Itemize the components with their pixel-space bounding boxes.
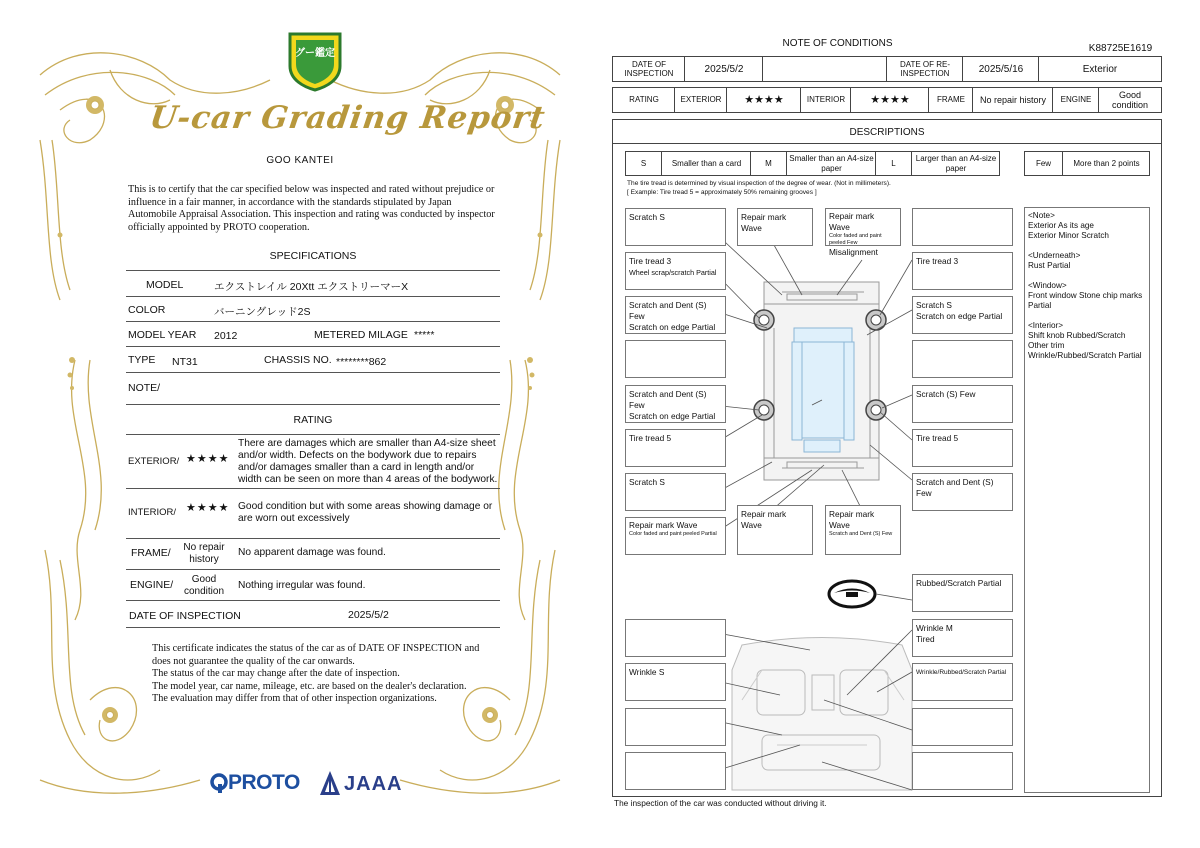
note-box bbox=[912, 752, 1013, 790]
note-box bbox=[737, 208, 813, 246]
chassis-label: CHASSIS NO. bbox=[264, 354, 332, 366]
model-year-label: MODEL YEAR bbox=[128, 329, 197, 341]
note-box bbox=[625, 619, 726, 657]
jaaa-logo: JAAA bbox=[344, 773, 403, 795]
note-text: Scratch (S) Few bbox=[916, 389, 976, 399]
note-text: Tire tread 5 bbox=[916, 433, 959, 443]
engine-description: Nothing irregular was found. bbox=[238, 580, 366, 591]
note-box bbox=[625, 252, 726, 290]
note-box bbox=[912, 473, 1013, 511]
note-box bbox=[625, 752, 726, 790]
note-text: Scratch on edge Partial bbox=[629, 411, 716, 421]
note-text: Tire tread 3 bbox=[629, 256, 672, 266]
divider bbox=[612, 143, 1162, 144]
frame-label: FRAME bbox=[937, 95, 965, 105]
engine-label: ENGINE/ bbox=[130, 579, 174, 591]
note-text: Repair mark Wave bbox=[829, 509, 875, 530]
interior-description: Good condition but with some areas showing damage or are worn out excessively bbox=[238, 501, 493, 524]
model-value: エクストレイル 20Xtt エクストリーマーX bbox=[214, 281, 409, 293]
legend-l-text: Larger than an A4-size paper bbox=[915, 154, 997, 173]
note-box bbox=[912, 208, 1013, 246]
note-text: Scratch S bbox=[629, 477, 665, 487]
note-box bbox=[737, 505, 813, 555]
reinspection-date: 2025/5/16 bbox=[978, 63, 1024, 75]
badge-text: グー鑑定 bbox=[295, 48, 335, 59]
note-text: Repair mark Wave bbox=[629, 520, 698, 530]
note-box bbox=[912, 429, 1013, 467]
note-text: Scratch on edge Partial bbox=[916, 311, 1003, 321]
sheet-title: NOTE OF CONDITIONS bbox=[782, 37, 893, 49]
cell-divider bbox=[726, 87, 727, 113]
cell-divider bbox=[1038, 56, 1039, 82]
report-subtitle: GOO KANTEI bbox=[266, 155, 334, 166]
note-text: Color faded and paint peeled Partial bbox=[629, 531, 717, 537]
spacer bbox=[1028, 311, 1146, 321]
interior-stars: ★★★★ bbox=[870, 93, 910, 106]
cell-divider bbox=[850, 87, 851, 113]
cell-divider bbox=[1052, 87, 1053, 113]
note-text: Wrinkle M bbox=[916, 623, 953, 633]
rating-label: RATING bbox=[629, 95, 659, 105]
section-label: Exterior bbox=[1082, 63, 1118, 75]
divider bbox=[126, 488, 500, 489]
color-label: COLOR bbox=[128, 304, 166, 316]
legend-few-text: More than 2 points bbox=[1073, 158, 1140, 168]
note-box bbox=[625, 340, 726, 378]
note-text: Wrinkle/Rubbed/Scratch Partial bbox=[916, 669, 1007, 676]
frame-label: FRAME/ bbox=[131, 547, 171, 559]
color-value: バーニングレッド2S bbox=[214, 306, 311, 318]
certification-statement: This is to certify that the car specified below was inspected and rated without prejudice or influence in a fair manner, in accordance with the standards stipulated by Japan Automobile Appraisal Association. This inspection and rating was conducted by inspector officially appointed by PROTO cooperation. bbox=[128, 184, 495, 233]
note-box bbox=[625, 429, 726, 467]
type-value: NT31 bbox=[172, 356, 198, 368]
divider bbox=[126, 600, 500, 601]
note-text: Color faded and paint peeled Few bbox=[829, 233, 882, 246]
type-label: TYPE bbox=[128, 354, 156, 366]
exterior-label: EXTERIOR/ bbox=[128, 456, 180, 467]
cell-divider bbox=[886, 56, 887, 82]
rating-heading: RATING bbox=[293, 414, 333, 426]
cell-divider bbox=[962, 56, 963, 82]
cell-divider bbox=[786, 151, 787, 176]
note-text: Scratch and Dent (S) Few bbox=[629, 389, 707, 410]
proto-logo-icon bbox=[210, 772, 228, 794]
divider bbox=[126, 569, 500, 570]
note-box bbox=[825, 505, 901, 555]
engine-value: Good condition bbox=[183, 574, 225, 597]
note-box bbox=[625, 708, 726, 746]
divider bbox=[126, 346, 500, 347]
note-box bbox=[625, 517, 726, 555]
chassis-value: ********862 bbox=[336, 356, 387, 368]
cell-divider bbox=[1062, 151, 1063, 176]
divider bbox=[126, 627, 500, 628]
interior-label: INTERIOR/ bbox=[128, 507, 177, 518]
reinspection-date-label: DATE OF RE-INSPECTION bbox=[899, 59, 951, 78]
note-line: Rust Partial bbox=[1028, 261, 1071, 270]
spacer bbox=[1028, 241, 1146, 251]
tire-note-example: [ Example: Tire tread 5 = approximately 50% remaining grooves ] bbox=[627, 189, 817, 196]
disclaimer-line: The model year, car name, mileage, etc. are based on the dealer's declaration. bbox=[152, 680, 467, 692]
note-text: Wheel scrap/scratch Partial bbox=[629, 268, 717, 277]
engine-value: Good condition bbox=[1111, 90, 1149, 110]
divider bbox=[126, 434, 500, 435]
specifications-heading: SPECIFICATIONS bbox=[269, 250, 357, 262]
note-text: Repair mark Wave bbox=[829, 211, 875, 232]
note-text: Scratch and Dent (S) Few bbox=[629, 300, 707, 321]
note-text: Tire tread 5 bbox=[629, 433, 672, 443]
note-text: Tire tread 3 bbox=[916, 256, 959, 266]
note-line: <Interior> bbox=[1028, 321, 1064, 330]
legend-l: L bbox=[891, 158, 896, 168]
note-text: Wrinkle S bbox=[629, 667, 665, 677]
legend-few: Few bbox=[1035, 158, 1052, 168]
cell-divider bbox=[928, 87, 929, 113]
descriptions-heading: DESCRIPTIONS bbox=[849, 126, 925, 138]
disclaimer-line: The status of the car may change after the date of inspection. bbox=[152, 668, 400, 679]
inspection-date: 2025/5/2 bbox=[704, 63, 744, 75]
frame-description: No apparent damage was found. bbox=[238, 547, 386, 558]
note-box bbox=[912, 619, 1013, 657]
model-label: MODEL bbox=[146, 279, 184, 291]
exterior-stars: ★★★★ bbox=[186, 453, 230, 465]
condition-notes bbox=[1024, 207, 1150, 793]
note-line: Front window Stone chip marks Partial bbox=[1028, 291, 1143, 310]
note-text: Repair mark Wave bbox=[741, 509, 787, 530]
goo-kantei-badge-icon bbox=[286, 30, 344, 92]
divider bbox=[126, 404, 500, 405]
note-box bbox=[625, 296, 726, 334]
inspection-date-value: 2025/5/2 bbox=[348, 609, 389, 621]
note-box bbox=[825, 208, 901, 257]
note-text: Scratch S bbox=[916, 300, 952, 310]
note-box bbox=[625, 473, 726, 511]
note-box bbox=[912, 708, 1013, 746]
disclaimer-line: The evaluation may differ from that of other inspection organizations. bbox=[152, 693, 437, 704]
disclaimer-line: This certificate indicates the status of the car as of DATE OF INSPECTION and does not guarantee the quality of the car onwards. bbox=[152, 643, 480, 667]
tire-note: The tire tread is determined by visual inspection of the degree of wear. (Not in millimeters). bbox=[627, 180, 891, 187]
engine-label: ENGINE bbox=[1060, 95, 1092, 105]
sheet-reference: K88725E1619 bbox=[1088, 42, 1153, 54]
model-year-value: 2012 bbox=[214, 330, 238, 342]
note-text: Tired bbox=[916, 634, 935, 644]
exterior-label: EXTERIOR bbox=[680, 95, 722, 105]
cell-divider bbox=[972, 87, 973, 113]
note-line: <Note> bbox=[1028, 211, 1055, 220]
note-line: <Window> bbox=[1028, 281, 1067, 290]
mileage-value: ***** bbox=[414, 329, 435, 341]
frame-value: No repair history bbox=[183, 542, 225, 565]
cell-divider bbox=[674, 87, 675, 113]
exterior-stars: ★★★★ bbox=[744, 93, 784, 106]
divider bbox=[126, 372, 500, 373]
legend-m-text: Smaller than an A4-size paper bbox=[789, 154, 874, 173]
note-text: Misalignment bbox=[829, 247, 878, 257]
inspection-date-label: DATE OF INSPECTION bbox=[624, 59, 674, 78]
cell-divider bbox=[1098, 87, 1099, 113]
note-box bbox=[912, 663, 1013, 701]
note-line: Other trim Wrinkle/Rubbed/Scratch Partial bbox=[1028, 341, 1142, 360]
note-line: Exterior Minor Scratch bbox=[1028, 231, 1109, 240]
divider bbox=[126, 538, 500, 539]
cell-divider bbox=[800, 87, 801, 113]
note-line: Shift knob Rubbed/Scratch bbox=[1028, 331, 1126, 340]
divider bbox=[126, 270, 500, 271]
legend-s: S bbox=[640, 158, 647, 168]
interior-label: INTERIOR bbox=[806, 95, 846, 105]
report-title: U-car Grading Report bbox=[147, 100, 548, 136]
note-text: Scratch and Dent (S) Few bbox=[916, 477, 994, 498]
jaaa-logo-icon bbox=[318, 770, 342, 796]
note-box bbox=[912, 252, 1013, 290]
note-box bbox=[912, 340, 1013, 378]
spacer bbox=[1028, 271, 1146, 281]
note-box bbox=[912, 385, 1013, 423]
inspection-date-label: DATE OF INSPECTION bbox=[129, 610, 241, 622]
cell-divider bbox=[911, 151, 912, 176]
note-box bbox=[912, 296, 1013, 334]
cell-divider bbox=[684, 56, 685, 82]
frame-value: No repair history bbox=[979, 95, 1047, 105]
note-text: Scratch on edge Partial bbox=[629, 322, 716, 332]
legend-s-text: Smaller than a card bbox=[671, 158, 742, 168]
proto-logo: PROTO bbox=[228, 771, 300, 794]
legend-m: M bbox=[765, 158, 772, 168]
mileage-label: METERED MILAGE bbox=[314, 329, 408, 341]
note-line: <Underneath> bbox=[1028, 251, 1081, 260]
cell-divider bbox=[762, 56, 763, 82]
note-text: Rubbed/Scratch Partial bbox=[916, 578, 1002, 588]
exterior-description: There are damages which are smaller than A4-size sheet and/or width. Defects on the bodywork due to repairs and/or damages smaller than a card in length and/or width can be seen on more than 4 areas of the bodywork. bbox=[238, 438, 498, 485]
note-line: Exterior As its age bbox=[1028, 221, 1094, 230]
note-box bbox=[625, 208, 726, 246]
divider bbox=[126, 321, 500, 322]
note-box bbox=[912, 574, 1013, 612]
note-text: Scratch and Dent (S) Few bbox=[829, 531, 893, 537]
certificate-disclaimer bbox=[152, 643, 492, 706]
note-box bbox=[625, 385, 726, 423]
cell-divider bbox=[661, 151, 662, 176]
note-text: Scratch S bbox=[629, 212, 665, 222]
divider bbox=[126, 296, 500, 297]
note-label: NOTE/ bbox=[128, 382, 161, 394]
interior-stars: ★★★★ bbox=[186, 502, 230, 514]
note-text: Repair mark Wave bbox=[741, 212, 787, 233]
note-box bbox=[625, 663, 726, 701]
sheet-footer: The inspection of the car was conducted without driving it. bbox=[614, 798, 827, 808]
